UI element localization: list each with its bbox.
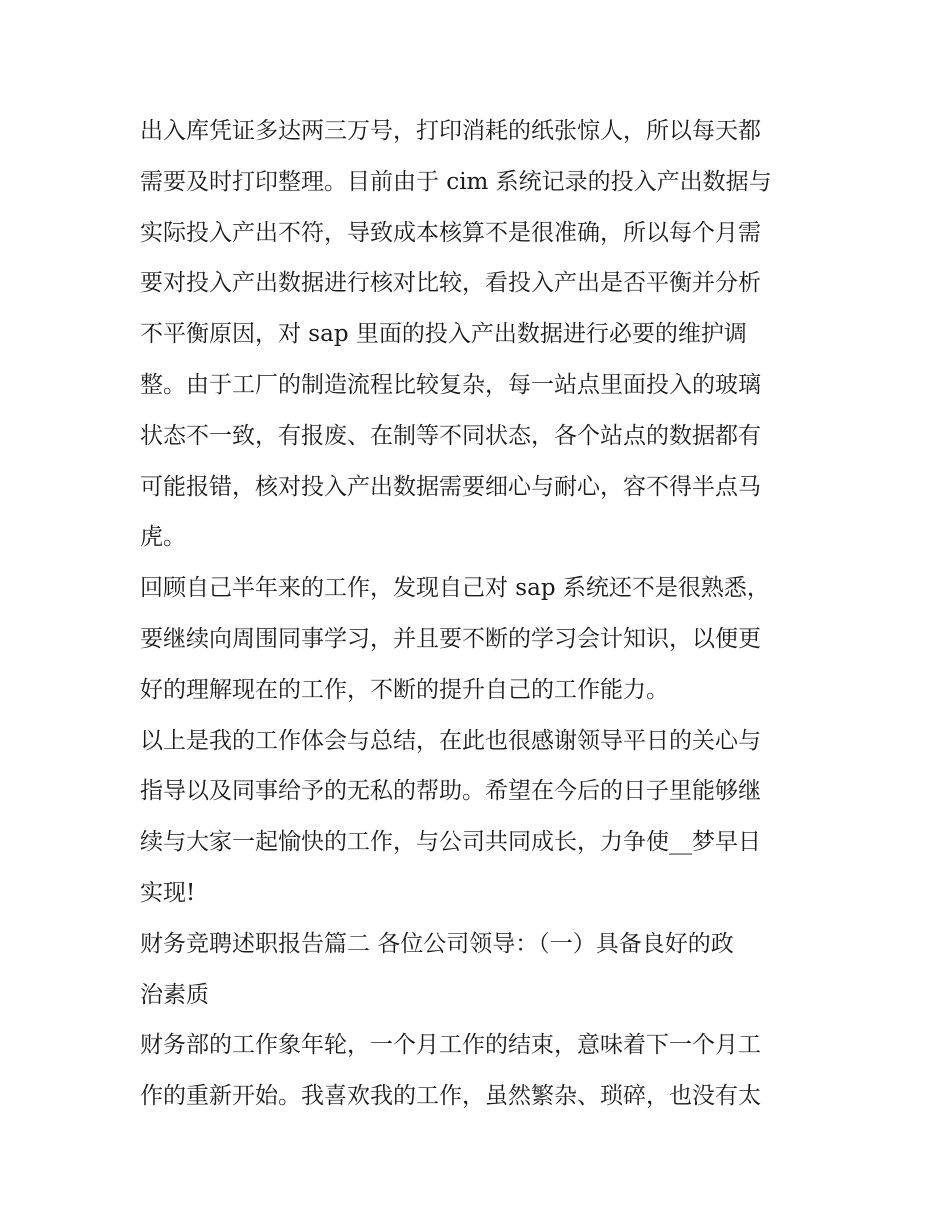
document-body <box>140 106 812 1122</box>
text-line: 实现! <box>140 879 196 906</box>
text-line: 指导以及同事给予的无私的帮助。希望在今后的日子里能够继 <box>140 778 761 805</box>
text-line: 好的理解现在的工作，不断的提升自己的工作能力。 <box>140 676 669 703</box>
text-line: 治素质 <box>140 981 209 1008</box>
text-line: 续与大家一起愉快的工作，与公司共同成长，力争使__梦早日 <box>140 829 761 856</box>
text-line: 作的重新开始。我喜欢我的工作，虽然繁杂、琐碎，也没有太 <box>140 1083 761 1110</box>
paragraph-thanks-conclusion <box>140 716 812 919</box>
paragraph-half-year-review <box>140 563 812 715</box>
paragraph-inventory-data-maintenance <box>140 106 812 563</box>
text-line: 虎。 <box>140 524 186 551</box>
paragraph-section-two-heading <box>140 919 812 1021</box>
text-line: 财务部的工作象年轮，一个月工作的结束，意味着下一个月工 <box>140 1032 761 1059</box>
text-line: 状态不一致，有报废、在制等不同状态，各个站点的数据都有 <box>140 422 761 449</box>
text-line: 实际投入产出不符，导致成本核算不是很准确，所以每个月需 <box>140 219 761 246</box>
text-line: 要对投入产出数据进行核对比较，看投入产出是否平衡并分析 <box>140 270 761 297</box>
text-line: 可能报错，核对投入产出数据需要细心与耐心，容不得半点马 <box>140 473 761 500</box>
text-line: 出入库凭证多达两三万号，打印消耗的纸张惊人，所以每天都 <box>140 118 761 144</box>
text-line: 不平衡原因，对 sap 里面的投入产出数据进行必要的维护调 <box>140 321 747 348</box>
text-line: 以上是我的工作体会与总结，在此也很感谢领导平日的关心与 <box>140 727 761 754</box>
text-line: 要继续向周围同事学习，并且要不断的学习会计知识，以便更 <box>140 625 761 652</box>
text-line: 财务竞聘述职报告篇二 各位公司领导：（一）具备良好的政 <box>140 930 734 957</box>
paragraph-finance-work-rings <box>140 1020 812 1122</box>
text-line: 整。由于工厂的制造流程比较复杂，每一站点里面投入的玻璃 <box>140 371 761 398</box>
text-line: 需要及时打印整理。目前由于 cim 系统记录的投入产出数据与 <box>140 168 772 195</box>
text-line: 回顾自己半年来的工作，发现自己对 sap 系统还不是很熟悉， <box>140 575 770 602</box>
